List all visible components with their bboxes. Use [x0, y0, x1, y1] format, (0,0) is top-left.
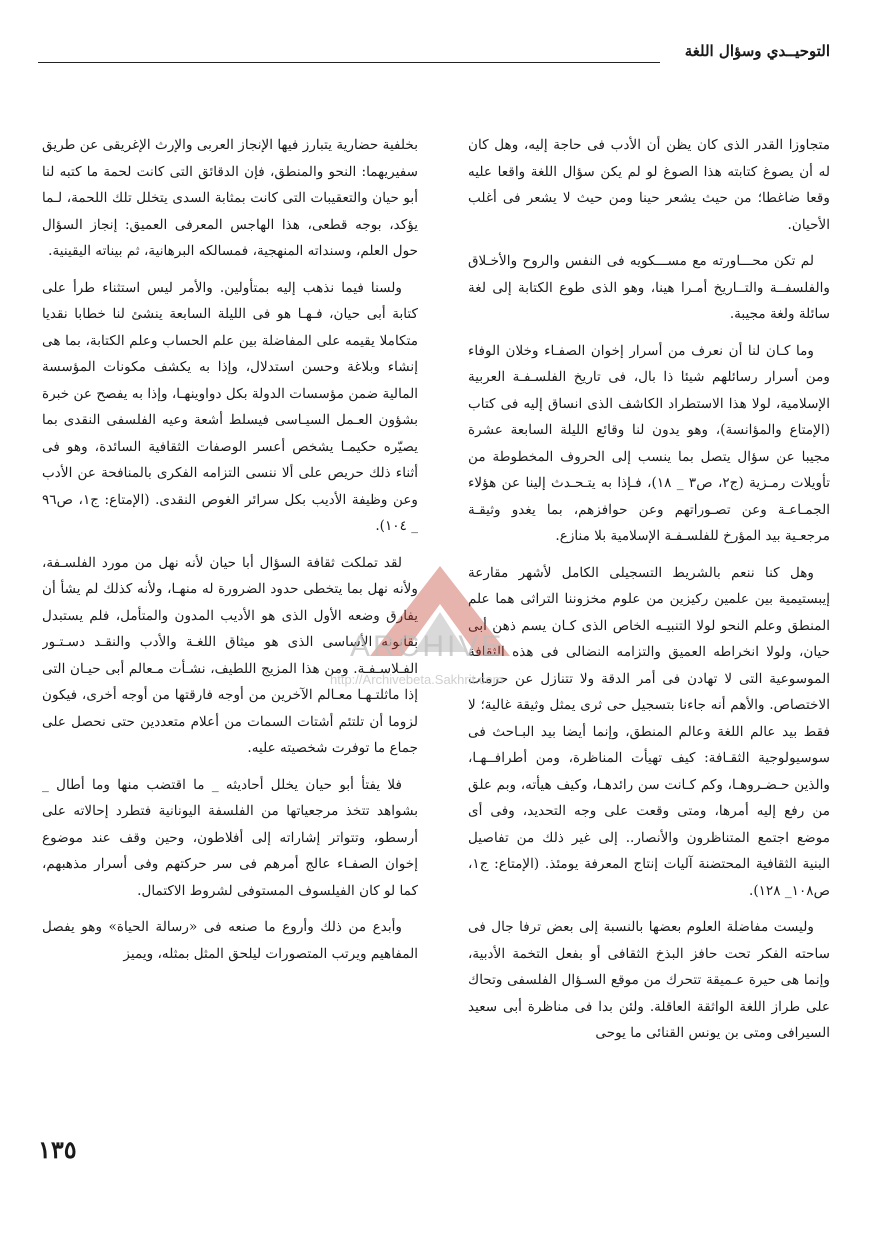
watermark-url: http://Archivebeta.Sakhrit.com — [330, 672, 504, 687]
paragraph: ولسنا فيما نذهب إليه بمتأولين. والأمر ليس استثناء طرأ على كتابة أبى حيان، فـهـا هو فى الليلة السابعة ينشئ لنا خطابا نقديا متكاملا يقيمه على المفاضلة بين علم الحساب وعلم الكتابة، بما هى إنشاء وبلاغة وحسن استدلال، وإذا به يكشف مكونات المؤسسة المالية ضمن مؤسسات الدولة بكل دواوينهـا، وإذا به يفصح عن خبرة بشؤون العـمل السيـاسى فيسلط أشعة وعيه الفلسفى النقدى بما يصيّره حكيمـا يشخص أعسر الوصفات الثقافية السائدة، وهو فى أثناء ذلك حريص على ألا ننسى التزامه الفكرى بالمنافحة عن الأدب وعن وظيفة الأديب بكل سرائر الغوص النقدى. (الإمتاع: ج١، ص٩٦ _ ١٠٤). — [42, 279, 418, 534]
paragraph: لم تكن محـــاورته مع مســـكويه فى النفس والروح والأخـلاق والفلسفــة والتــاريخ أمـرا هينا، وهو الذى طوع الكتابة إلى لغة سائلة ولغة مجيبة. — [468, 253, 830, 322]
paragraph: وهل كنا ننعم بالشريط التسجيلى الكامل لأشهر مقارعة إيبستيمية بين علمين ركيزين من علوم مخزوننا التراثى هما علم المنطق وعلم النحو لولا التنبيـه الخاص الذى كـان يسم ذهن أبى حيان، ولولا انخراطه العميق والتزامه النضالى فى هذه الثقافة الموسوعية التى لا تهادن فى أمر الدقة ولا تتنازل عن حرمات الاختصاص. والأهم أنه جاءنا بتسجيل حى ثرى يمثل وثيقة غالية؛ لا فقط بيد عالم اللغة وعالم المنطق، وإنما أيضا بيد البـاحث فى سوسيولوجية الثقـافة: كيف تهيأت المناظرة، ومن أطرافــهـا، والذين حـضـروهـا، وكم كـانت سن رائدهـا، وكيف هيأته، وبم علق من رفع إليه أمرها، ومتى وقعت على وجه التحديد، وفى أى موضع اجتمع المتناظرون والأنصار.. إلى غير ذلك من تفاصيل البنية الثقافية المحتضنة آليات إنتاج المعرفة يومئذ. (الإمتاع: ج١، ص١٠٨_ ١٢٨). — [468, 564, 830, 899]
text-column-left — [42, 132, 418, 1122]
text-column-right — [468, 132, 830, 1122]
running-title: التوحيــدي وسؤال اللغة — [675, 42, 830, 60]
paragraph: بخلفية حضارية يتبارز فيها الإنجاز العربى والإرث الإغريقى عن طريق سفيريهما: النحو والمنطق، فإن الدقائق التى كانت لحمة ما كتبه لنا أبو حيان والتعقيبات التى كانت بمثابة السدى يتخلل تلك اللحمة، لـما يؤكد، بوجه قطعى، هذا الهاجس المعرفى العميق: إنجاز السؤال حول العلم، وسنداته المنهجية، فمسالكه البرهانية، ثم بيناته اليقينية. — [42, 137, 418, 259]
paragraph: فلا يفتأ أبو حيان يخلل أحاديثه _ ما اقتضب منها وما أطال _ بشواهد تتخذ مرجعياتها من الفلسفة اليونانية فتطرد إحالاته على أرسطو، وتتواتر إشاراته إلى أفلاطون، وحين وقف عند موضوع إخوان الصفـاء عالج أمرهم فى سر حركتهم وفى أسرار مذهبهم، كما لو كان الفيلسوف المستوفى لشروط الاكتمال. — [42, 776, 418, 899]
paragraph: وأبدع من ذلك وأروع ما صنعه فى «رسالة الحياة» وهو يفصل المفاهيم ويرتب المتصورات ليلحق المثل بمثله، ويميز — [42, 919, 418, 962]
paragraph: متجاوزا القدر الذى كان يظن أن الأدب فى حاجة إليه، وهل كان له أن يصوغ كتابته هذا الصوغ لو لم يكن سؤال اللغة واقعا عليه وقعا ضاغطا؛ من حيث يشعر حينا ومن حيث لا يشعر فى أغلب الأحيان. — [468, 137, 830, 233]
watermark-label: ARCHIVE — [350, 630, 505, 663]
running-head — [38, 40, 830, 68]
paragraph: لقد تملكت ثقافة السؤال أبا حيان لأنه نهل من مورد الفلسـفة، ولأنه نهل بما يتخطى حدود الضرورة له منهـا، ولأنه كذلك لم يشأ أن يفارق وضعه الأول الذى هو الأديب المدون والمتأمل، فلم يستبدل بقانونه الأساسى الذى هو ميثاق اللغـة والأدب والنقـد دسـتـور الفـلاسـفـة. ومن هذا المزيج اللطيف، نشـأت مـعالم أبى حيـان التى إذا ماثلتـهـا معـالم الآخرين من أوجه فارقتها من أوجه أخرى، فيكون لزوما أن تلتئم أشتات السمات من أعلام متعددين حتى نحصل على جماع ما توفرت شخصيته عليه. — [42, 554, 418, 756]
paragraph: وليست مفاضلة العلوم بعضها بالنسبة إلى بعض ترفا جال فى ساحته الفكر تحت حافز البذخ الثقافى أو بفعل التخمة الأدبية، وإنما هى حيرة عـميقة تتحرك من موقع السـؤال الفلسفى وتحاك على طراز اللغة الواثقة العاقلة. ولئن بدا فى مناظرة أبى سعيد السيرافى ومتى بن يونس القنائى ما يوحى — [468, 919, 830, 1041]
header-rule — [38, 62, 660, 63]
paragraph: وما كـان لنا أن نعرف من أسرار إخوان الصفـاء وخلان الوفاء ومن أسرار رسائلهم شيئا ذا بال، فى تاريخ الفلسـفـة العربية الإسلامية، لولا هذا الاستطراد الكاشف الذى انساق إليه فى كتاب (الإمتاع والمؤانسة)، وهو يدون لنا وقائع الليلة السابعة عشرة مجيبا عن سؤال يتصل بما ينسب إلى الحروف المخطوطة من تأويلات رمـزية (ج٢، ص٣ _ ١٨)، فـإذا به يتـحـدث إلينا عن هؤلاء الجمـاعـة وعن تصـوراتهم وعن حوافزهم، بما يغدو وثيقـة مرجعـية بيد المؤرخ للفلسـفـة الإسلامية بلا منازع. — [468, 342, 830, 544]
page-number: ١٣٥ — [38, 1135, 77, 1164]
